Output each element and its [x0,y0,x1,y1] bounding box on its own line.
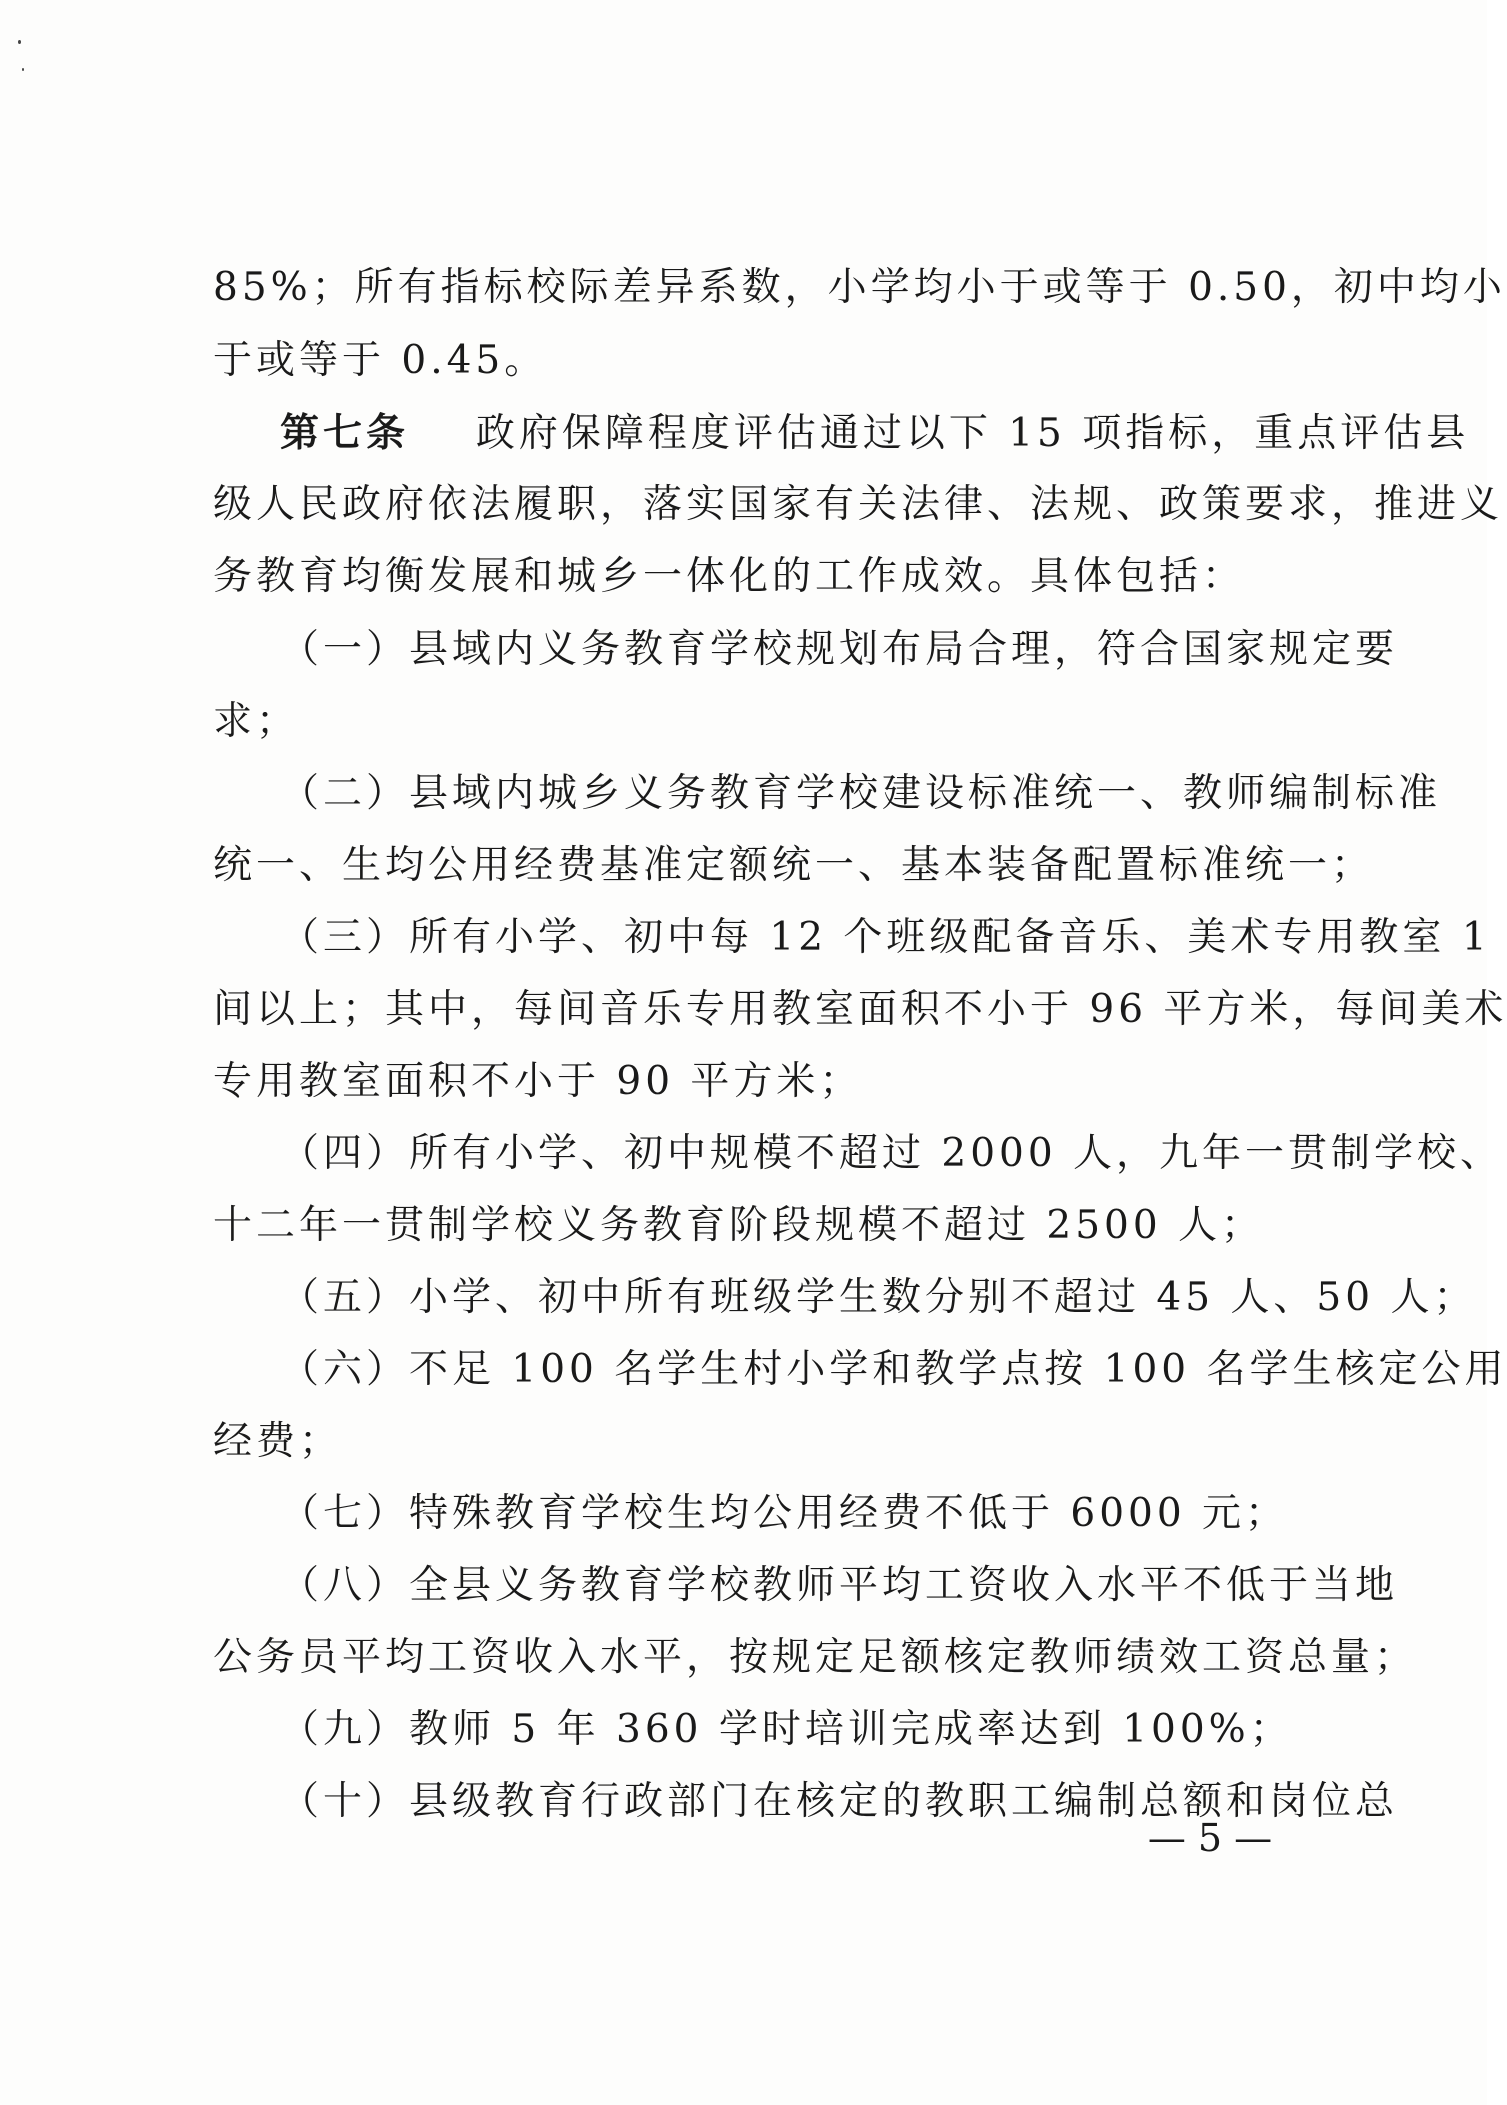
text-line-2: 于或等于 0.45。 [213,338,548,383]
item-4-line-1: （四）所有小学、初中规模不超过 2000 人，九年一贯制学校、 [280,1131,1504,1176]
page-number: — 5 — [1147,1816,1273,1860]
item-6-line-1: （六）不足 100 名学生村小学和教学点按 100 名学生核定公用 [280,1347,1507,1392]
article-7-line [280,408,1470,458]
item-5-line-1: （五）小学、初中所有班级学生数分别不超过 45 人、50 人； [280,1275,1477,1320]
text-line-4: 级人民政府依法履职，落实国家有关法律、法规、政策要求，推进义 [213,482,1504,527]
article-7-text: 政府保障程度评估通过以下 15 项指标，重点评估县 [475,411,1470,456]
scan-speck [18,40,21,44]
scan-speck [22,68,24,71]
item-8-line-1: （八）全县义务教育学校教师平均工资收入水平不低于当地 [280,1563,1399,1608]
item-6-line-2: 经费； [213,1419,343,1464]
item-7-line-1: （七）特殊教育学校生均公用经费不低于 6000 元； [280,1491,1289,1536]
item-3-line-2: 间以上；其中，每间音乐专用教室面积不小于 96 平方米，每间美术 [213,987,1507,1032]
item-3-line-3: 专用教室面积不小于 90 平方米； [213,1059,863,1104]
item-1-line-2: 求； [213,699,300,744]
text-line-1: 85%；所有指标校际差异系数，小学均小于或等于 0.50，初中均小 [213,265,1506,310]
item-4-line-2: 十二年一贯制学校义务教育阶段规模不超过 2500 人； [213,1203,1265,1248]
text-line-5: 务教育均衡发展和城乡一体化的工作成效。具体包括： [213,554,1246,599]
item-1-line-1: （一）县域内义务教育学校规划布局合理，符合国家规定要 [280,627,1399,672]
item-8-line-2: 公务员平均工资收入水平，按规定足额核定教师绩效工资总量； [213,1635,1418,1680]
article-heading: 第七条 [280,410,410,456]
item-2-line-1: （二）县域内城乡义务教育学校建设标准统一、教师编制标准 [280,771,1442,816]
item-3-line-1: （三）所有小学、初中每 12 个班级配备音乐、美术专用教室 1 [280,915,1491,960]
item-9-line-1: （九）教师 5 年 360 学时培训完成率达到 100%； [280,1707,1293,1752]
item-2-line-2: 统一、生均公用经费基准定额统一、基本装备配置标准统一； [213,843,1375,888]
item-10-line-1: （十）县级教育行政部门在核定的教职工编制总额和岗位总 [280,1779,1399,1824]
